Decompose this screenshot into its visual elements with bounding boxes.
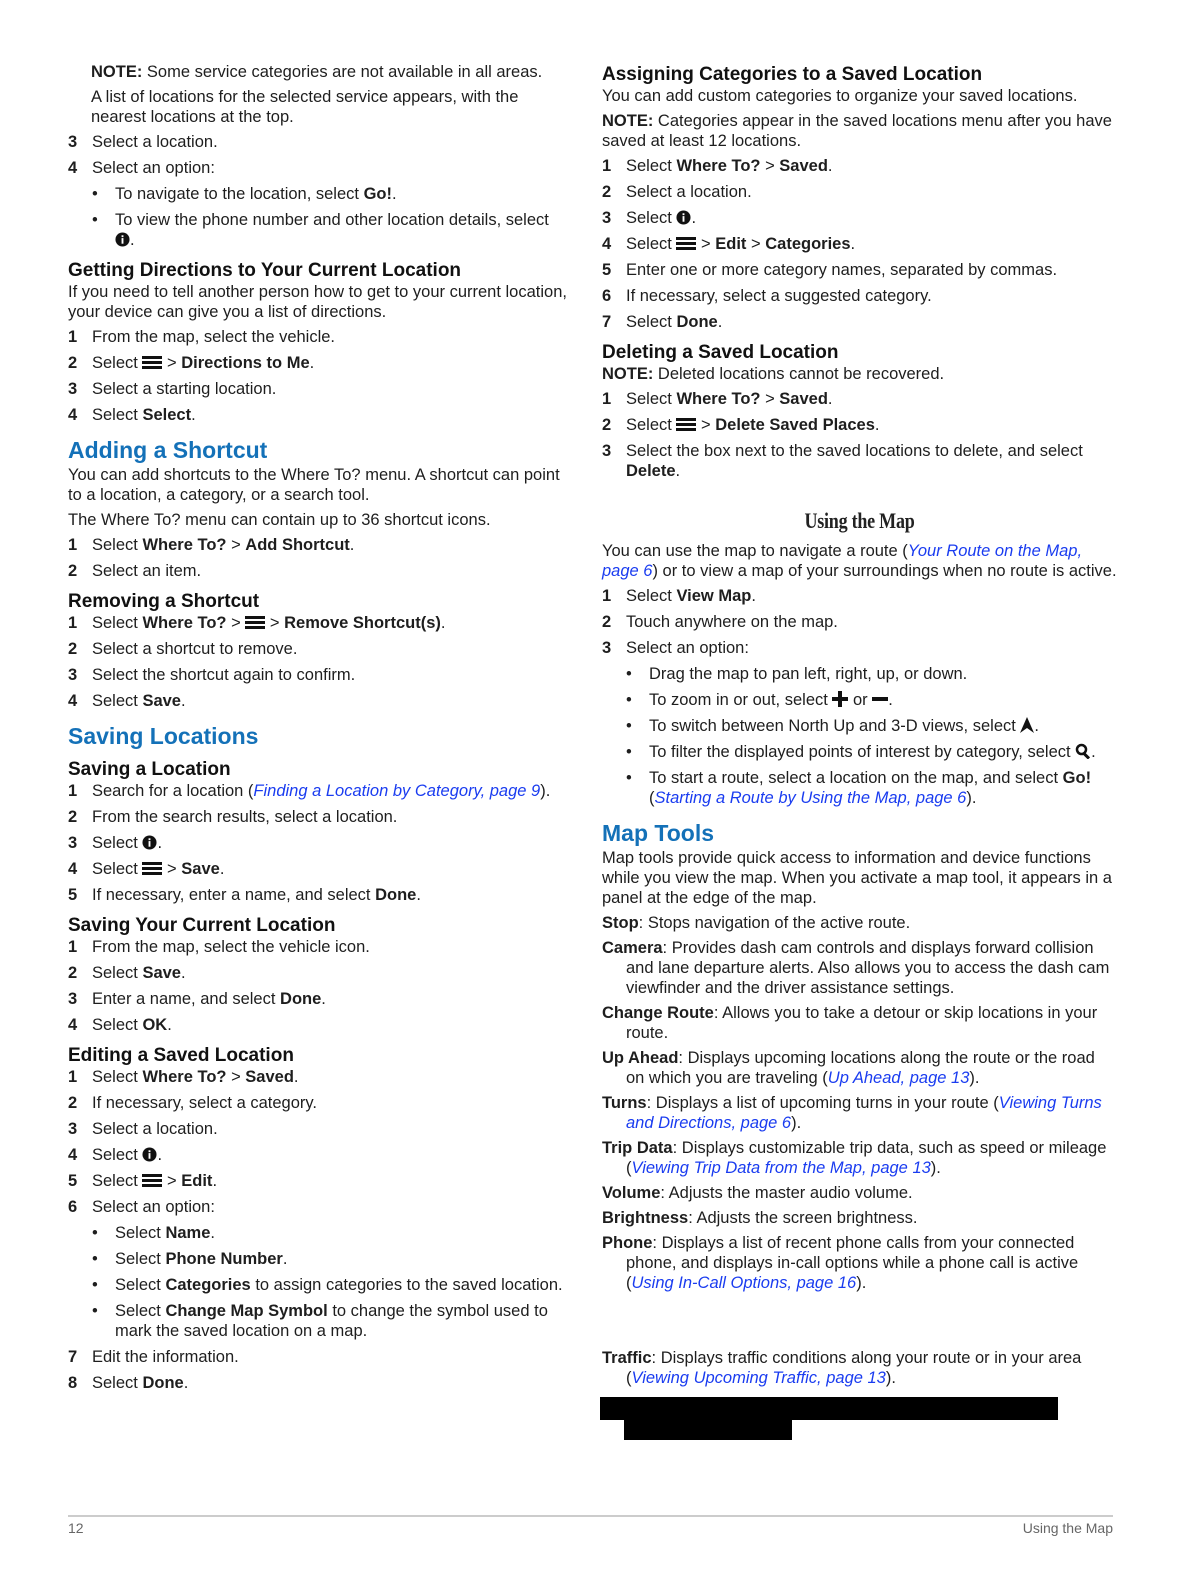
definition-item: Phone: Displays a list of recent phone calls from your connected phone, and displays in-call options while a phone call is active (Using In-Call Options, page 16). [602,1234,1079,1292]
step: 3 Select an option: [602,639,749,657]
step: 5 If necessary, enter a name, and select Done. [68,886,421,904]
definition-item: Traffic: Displays traffic conditions along your route or in your area (Viewing Upcoming Traffic, page 13). [602,1349,1082,1387]
step: 2 Select > Delete Saved Places. [602,416,880,434]
definition-item: Change Route: Allows you to take a detour or skip locations in your route. [602,1004,1098,1042]
info-icon [676,210,691,225]
note: NOTE: Deleted locations cannot be recovered. [602,365,945,383]
redacted-region [602,1298,1117,1348]
cross-reference-link[interactable]: Viewing Turns and Directions, page 6 [626,1094,1102,1132]
paragraph: You can use the map to navigate a route (Your Route on the Map, page 6) or to view a map of your surroundings when no route is active. [602,542,1117,580]
step: 7 Edit the information. [68,1348,239,1366]
step: 4 Select > Edit > Categories. [602,235,856,253]
bullet-item: • Select Change Map Symbol to change the symbol used to mark the saved location on a map. [92,1302,548,1340]
step: 1 Select Where To? > > Remove Shortcut(s). [68,614,446,632]
step: 1 Select Where To? > Add Shortcut. [68,536,355,554]
chapter-heading: Map Tools [602,820,715,846]
section-heading: Saving a Location [68,759,231,780]
section-heading: Deleting a Saved Location [602,342,839,363]
bullet-item: • Drag the map to pan left, right, up, or down. [626,665,968,683]
redaction-bar [600,1397,1058,1420]
menu-icon [142,355,162,370]
map-tools-list [602,913,1117,1293]
step: 4 Select > Save. [68,860,225,878]
bullet-item: • To filter the displayed points of interest by category, select . [626,743,1096,761]
bullet-item: • To zoom in or out, select or . [626,691,893,709]
step: 4 Select Save. [68,692,186,710]
chapter-heading: Saving Locations [68,723,259,749]
plus-icon [832,691,848,707]
cross-reference-link[interactable]: Viewing Trip Data from the Map, page 13 [631,1159,931,1177]
step: 6 If necessary, select a suggested category. [602,287,932,305]
step: 2 Select an item. [68,562,202,580]
step: 5 Select > Edit. [68,1172,218,1190]
step: 1 Select View Map. [602,587,756,605]
step: 1 From the map, select the vehicle. [68,328,336,346]
step: 2 Select a shortcut to remove. [68,640,298,658]
bullet-item: • Select Phone Number. [92,1250,288,1268]
cross-reference-link[interactable]: Using In-Call Options, page 16 [631,1274,857,1292]
step: 5 Enter one or more category names, separated by commas. [602,261,1058,279]
bullet-item: • To start a route, select a location on the map, and select Go! (Starting a Route by Using the Map, page 6). [626,769,1092,807]
step: 1 Search for a location (Finding a Location by Category, page 9). [68,782,551,800]
footer-divider [68,1515,1113,1517]
paragraph: You can add custom categories to organize your saved locations. [602,87,1078,105]
cross-reference-link[interactable]: Up Ahead, page 13 [827,1069,970,1087]
menu-icon [676,417,696,432]
step: 3 Select the shortcut again to confirm. [68,666,356,684]
step: 6 Select an option: [68,1198,215,1216]
section-heading: Editing a Saved Location [68,1045,294,1066]
definition-item: Up Ahead: Displays upcoming locations along the route or the road on which you are traveling (Up Ahead, page 13). [602,1049,1095,1087]
cross-reference-link[interactable]: Viewing Upcoming Traffic, page 13 [631,1369,886,1387]
step: 3 Select a starting location. [68,380,277,398]
menu-icon [142,861,162,876]
redaction-bar [624,1418,792,1440]
section-heading: Getting Directions to Your Current Location [68,260,462,281]
section-heading: Saving Your Current Location [68,915,336,936]
step: 4 Select OK. [68,1016,172,1034]
step: 7 Select Done. [602,313,723,331]
step: 3 Select a location. [68,133,218,151]
section-heading: Removing a Shortcut [68,591,260,612]
definition-item: Camera: Provides dash cam controls and displays forward collision and lane departure alerts. Also allows you to access the dash cam viewfinder and the driver assistance settings. [602,939,1110,997]
menu-icon [142,1173,162,1188]
step: 3 Select a location. [68,1120,218,1138]
note: NOTE: Some service categories are not available in all areas. [91,63,543,81]
note: NOTE: Categories appear in the saved locations menu after you have saved at least 12 locations. [602,112,1112,150]
step: 1 Select Where To? > Saved. [602,390,833,408]
step: 2 Select a location. [602,183,752,201]
cross-reference-link[interactable]: Your Route on the Map, page 6 [602,542,1083,580]
chapter-title: Using the Map [804,508,915,533]
step: 4 Select . [68,1146,163,1164]
step: 2 Select > Directions to Me. [68,354,315,372]
paragraph: You can add shortcuts to the Where To? menu. A shortcut can point to a location, a category, or a search tool. [68,466,560,504]
bullet-item: • To view the phone number and other location details, select . [92,211,549,249]
step: 3 Select . [68,834,163,852]
page-number: 12 [68,1520,84,1536]
definition-item: Brightness: Adjusts the screen brightness. [602,1209,918,1227]
search-icon [1075,743,1091,759]
right-column [602,62,1117,1393]
definition-item: Trip Data: Displays customizable trip data, such as speed or mileage (Viewing Trip Data from the Map, page 13). [602,1139,1107,1177]
step: 4 Select an option: [68,159,215,177]
chapter-heading: Adding a Shortcut [68,437,268,463]
cross-reference-link[interactable]: Starting a Route by Using the Map, page 6 [654,789,967,807]
bullet-item: • Select Name. [92,1224,215,1242]
step: 2 Select Save. [68,964,186,982]
paragraph: Map tools provide quick access to information and device functions while you view the map. When you activate a map tool, it appears in a panel at the edge of the map. [602,849,1112,907]
paragraph: If you need to tell another person how to get to your current location, your device can give you a list of directions. [68,283,567,321]
paragraph: A list of locations for the selected service appears, with the nearest locations at the top. [91,88,519,126]
bullet-item: • To switch between North Up and 3-D views, select . [626,717,1040,735]
info-icon [142,1147,157,1162]
menu-icon [676,236,696,251]
cross-reference-link[interactable]: Finding a Location by Category, page 9 [253,782,541,800]
step: 2 Touch anywhere on the map. [602,613,838,631]
definition-item: Stop: Stops navigation of the active route. [602,914,911,932]
menu-icon [245,615,265,630]
info-icon [115,232,130,247]
minus-icon [872,691,888,707]
step: 2 If necessary, select a category. [68,1094,317,1112]
section-heading: Assigning Categories to a Saved Location [602,64,983,85]
footer-section-title: Using the Map [1022,1520,1113,1536]
info-icon [142,835,157,850]
bullet-item: • To navigate to the location, select Go!. [92,185,397,203]
step: 3 Select the box next to the saved locations to delete, and select Delete. [602,442,1083,480]
left-column [68,62,568,1399]
step: 1 Select Where To? > Saved. [602,157,833,175]
definition-item: Turns: Displays a list of upcoming turns in your route (Viewing Turns and Directions, page 6). [602,1094,1102,1132]
bullet-item: • Select Categories to assign categories to the saved location. [92,1276,563,1294]
step: 1 Select Where To? > Saved. [68,1068,299,1086]
step: 8 Select Done. [68,1374,189,1392]
north-arrow-icon [1020,717,1034,733]
paragraph: The Where To? menu can contain up to 36 shortcut icons. [68,511,491,529]
step: 1 From the map, select the vehicle icon. [68,938,370,956]
definition-item: Volume: Adjusts the master audio volume. [602,1184,913,1202]
step: 3 Select . [602,209,697,227]
step: 3 Enter a name, and select Done. [68,990,326,1008]
step: 2 From the search results, select a location. [68,808,398,826]
step: 4 Select Select. [68,406,196,424]
